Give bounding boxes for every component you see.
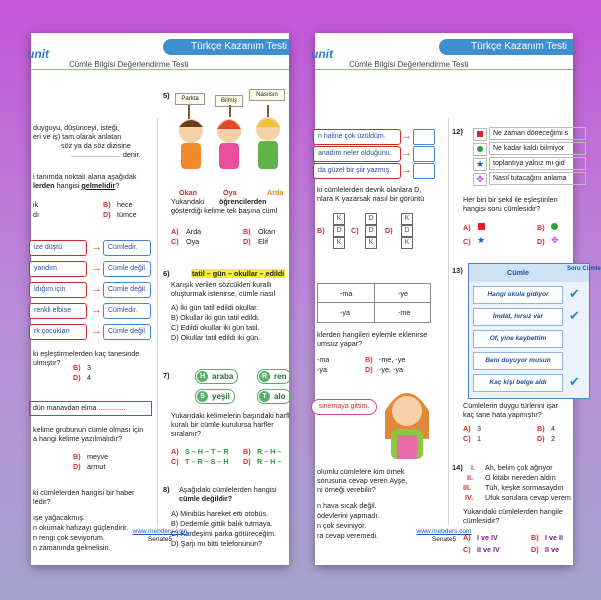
- check-icon: ✔: [569, 308, 580, 323]
- option-text: n zamanında gelmelisin.: [33, 543, 111, 552]
- option-text: Okan: [258, 227, 276, 236]
- option-text: n hava sıcak değil.: [317, 501, 377, 510]
- option-text: ik: [33, 200, 39, 209]
- option-text: -ma: [317, 355, 330, 364]
- option-text: S – H – T – R: [185, 447, 229, 456]
- grid-cell: K: [401, 237, 413, 249]
- question-text: hangisi soru cümlesidir?: [463, 204, 541, 213]
- square-icon: [473, 128, 487, 141]
- option-text: ışe yağacakmış.: [33, 513, 85, 522]
- option-text: 1: [477, 434, 481, 443]
- arrow-right-icon: →: [401, 147, 412, 159]
- shape-row: [471, 142, 581, 155]
- footer-link[interactable]: www.mebders.com: [416, 528, 472, 535]
- option-text: dı: [33, 210, 39, 219]
- option-label: A): [463, 424, 471, 433]
- table-row: İmdat, hırsız var: [473, 308, 563, 326]
- arrow-right-icon: →: [401, 164, 412, 176]
- table-row: Hangi okula gidiyor: [473, 286, 563, 304]
- diamond-icon: ✥: [551, 235, 559, 245]
- question-text: ki cümlelerden hangisi bir haber: [33, 488, 135, 497]
- chip-letter: T: [259, 391, 270, 402]
- option-text: R – H –: [257, 447, 282, 456]
- table-row: Kaç kişi belge aldı: [473, 374, 563, 392]
- match-left-item: rk çocukları: [29, 324, 87, 340]
- option-label: B): [317, 226, 325, 235]
- sentence-item: n haline çok üzüldüm.: [313, 129, 401, 145]
- row-text: Nasıl tutacağını anlama: [489, 172, 586, 185]
- option-label: D): [537, 237, 545, 246]
- arrow-right-icon: →: [91, 283, 102, 295]
- option-text: T – R – S – H: [185, 457, 229, 466]
- option-label: D): [73, 373, 81, 382]
- option-text: n okumak hafızayı güçlendirir.: [33, 523, 129, 532]
- option-text: B) Okullar iki gün tatil edildi.: [171, 313, 260, 322]
- question-bold: lerden: [33, 181, 55, 190]
- table-cell: -me: [398, 308, 411, 317]
- header-divider: [31, 69, 289, 70]
- chip-letter: R: [259, 371, 270, 382]
- question-number: 12): [452, 127, 463, 136]
- sign-board: Parkta: [175, 93, 205, 105]
- option-text: hece: [117, 200, 133, 209]
- table-header-cell: Cümle: [507, 268, 529, 277]
- option-label: C): [463, 434, 471, 443]
- diamond-icon: ✥: [473, 173, 487, 186]
- child-name: Oya: [223, 188, 237, 197]
- chip-letter: S: [197, 391, 208, 402]
- arrow-right-icon: →: [91, 262, 102, 274]
- option-label: B): [537, 223, 545, 232]
- question-text: sorusuna cevap veren Ayşe,: [317, 476, 408, 485]
- option-text: -ye, -ya: [379, 365, 403, 374]
- question-text: olumlu cümlelere kim örnek: [317, 467, 405, 476]
- sentence-table: [468, 263, 601, 399]
- child-name: Okan: [179, 188, 197, 197]
- row-text: Ne kadar kaldı bilmiyor: [489, 142, 586, 155]
- option-label: D): [385, 226, 393, 235]
- intro-line: ......................... denir.: [71, 150, 141, 159]
- option-text: 2: [551, 434, 555, 443]
- site-logo: unit: [27, 47, 49, 61]
- grid-cell: K: [365, 237, 377, 249]
- speech-bubble: sinemaya gittim.: [311, 399, 377, 415]
- option-text: ödevlerini yapmadı.: [317, 511, 380, 520]
- option-text: II ve: [545, 545, 559, 554]
- option-label: C): [171, 237, 179, 246]
- arrow-right-icon: →: [91, 241, 102, 253]
- question-text: ki eşleştirmelerden kaç tanesinde: [33, 349, 140, 358]
- option-text: Arda: [186, 227, 202, 236]
- square-icon: [478, 223, 485, 230]
- match-left-item: ize düştü: [29, 240, 87, 256]
- star-icon: ★: [477, 235, 486, 245]
- grid-cell: K: [333, 237, 345, 249]
- question-text: cümle değildir?: [179, 494, 233, 503]
- sign-board: Bilmiş: [215, 95, 243, 107]
- check-icon: ✔: [569, 374, 580, 389]
- question-text: kelime grubunun cümle olması için: [33, 425, 144, 434]
- option-text: I ve IV: [477, 533, 498, 542]
- left-worksheet-page: [27, 33, 290, 565]
- question-number: 14): [452, 463, 463, 472]
- arrow-right-icon: →: [91, 304, 102, 316]
- shape-row: [471, 127, 581, 140]
- option-label: B): [73, 363, 81, 372]
- question-text: i tanımda noktalı alana aşağıdak: [33, 172, 137, 181]
- letter-chip: [257, 369, 291, 384]
- page-header-bar: [163, 39, 289, 55]
- footer-author: Senate5: [431, 536, 457, 543]
- page-footer: [31, 528, 289, 544]
- match-right-item: Cümledir.: [103, 240, 151, 256]
- grid-cell: D: [401, 225, 413, 237]
- match-right-item: Cümle değil.: [103, 282, 151, 298]
- option-text: A) Minibüs hareket etti otobüs.: [171, 509, 269, 518]
- option-text: R – H –: [257, 457, 282, 466]
- footer-link[interactable]: www.mebders.com: [132, 528, 188, 535]
- option-text: D) Şarjı mı bitti telefonunun?: [171, 539, 263, 548]
- question-text: ulmıştır?: [33, 358, 61, 367]
- option-label: B): [243, 447, 251, 456]
- option-label: C): [463, 237, 471, 246]
- roman-numeral: I.: [471, 463, 475, 472]
- option-label: B): [243, 227, 251, 236]
- chip-word: yeşil: [212, 392, 230, 401]
- circle-icon: [473, 143, 487, 156]
- grid-cell: D: [365, 213, 377, 225]
- question-number: 7): [163, 371, 170, 380]
- option-text: Elif: [258, 237, 268, 246]
- column-divider: [448, 118, 449, 525]
- question-text: Aşağıdaki cümlelerden hangisi: [179, 485, 277, 494]
- right-worksheet-page: [311, 33, 601, 565]
- option-text: ra cevap veremedi.: [317, 531, 379, 540]
- question-number: 8): [163, 485, 170, 494]
- answer-box: [413, 129, 435, 145]
- question-number: 13): [452, 266, 463, 275]
- suffix-table: [317, 283, 431, 323]
- chip-word: ren: [274, 372, 287, 381]
- page-header-title: Türkçe Kazanım Testi: [191, 41, 287, 52]
- question-text: [33, 181, 119, 190]
- table-divider: [374, 284, 375, 322]
- option-text: -me, -ye: [379, 355, 406, 364]
- grid-cell: D: [365, 225, 377, 237]
- option-label: C): [463, 545, 471, 554]
- question-text: nlara K yazarsak nasıl bir görüntü: [317, 194, 425, 203]
- answer-box: [413, 146, 435, 162]
- letter-chip: [195, 369, 238, 384]
- option-text: I ve II: [545, 533, 563, 542]
- option-label: D): [365, 365, 373, 374]
- question-text: Karışık verilen sözcükleri kurallı: [171, 280, 272, 289]
- item-text: Tüh, keşke sormasaydın: [485, 483, 564, 492]
- header-divider: [315, 69, 573, 70]
- girl-illustration: [377, 381, 437, 463]
- option-text: II ve IV: [477, 545, 500, 554]
- row-text: Ne zaman döneceğimi s: [489, 127, 586, 140]
- match-right-item: Cümle değil.: [103, 324, 151, 340]
- chip-word: araba: [212, 372, 234, 381]
- grid-cell: D: [333, 225, 345, 237]
- item-text: O kitabı nereden aldın: [485, 473, 556, 482]
- question-text: a hangi kelime yazılmalıdır?: [33, 434, 123, 443]
- match-right-item: Cümledir.: [103, 303, 151, 319]
- item-text: Ufuk sorulara cevap verem: [485, 493, 571, 502]
- roman-numeral: IV.: [465, 493, 474, 502]
- option-label: D): [537, 434, 545, 443]
- circle-icon: [551, 223, 558, 230]
- question-text-part: hangisi: [54, 181, 82, 190]
- item-text: Ah, belim çok ağrıyor: [485, 463, 553, 472]
- intro-line: söz ya da söz dizisine: [61, 141, 131, 150]
- option-text: A) İki gün tatil edildi okullar.: [171, 303, 259, 312]
- question-text: sıralanır?: [171, 429, 201, 438]
- highlighted-words: tatil – gün – okullar – edildi: [192, 269, 285, 278]
- shape-row: [471, 157, 581, 170]
- sentence-item: da güzel bir şiir yazmış.: [313, 163, 401, 179]
- option-label: B): [73, 452, 81, 461]
- option-text: meyve: [87, 452, 109, 461]
- page-footer: [315, 528, 573, 544]
- chip-word: alo: [274, 392, 286, 401]
- sentence-item: anadım neler olduğunu.: [313, 146, 401, 162]
- option-label: D): [103, 210, 111, 219]
- shape-row: [471, 172, 581, 185]
- row-text: toplantıya yalnız mı gid: [489, 157, 586, 170]
- page-header-title: Türkçe Kazanım Testi: [471, 41, 567, 52]
- option-text: Oya: [186, 237, 200, 246]
- match-left-item: ldığım için: [29, 282, 87, 298]
- question-text: umsuz yapar?: [317, 339, 363, 348]
- option-text: C) Edildi okullar iki gün tatil.: [171, 323, 260, 332]
- option-text: 4: [87, 373, 91, 382]
- arrow-right-icon: →: [91, 325, 102, 337]
- page-subtitle: Cümle Bilgisi Değerlendirme Testi: [69, 60, 189, 69]
- question-text: Yukandaki: [171, 197, 205, 206]
- table-row: Of, yine kaybettim: [473, 330, 563, 348]
- option-label: A): [171, 447, 179, 456]
- letter-chip: [257, 389, 291, 404]
- option-label: B): [537, 424, 545, 433]
- question-text: kaç tane hata yapmıştır?: [463, 410, 542, 419]
- sign-board: Nasılsın: [249, 89, 285, 101]
- word-list: [191, 269, 285, 278]
- table-cell: -ma: [340, 289, 353, 298]
- option-label: D): [73, 462, 81, 471]
- arrow-right-icon: →: [401, 130, 412, 142]
- roman-numeral: II.: [467, 473, 473, 482]
- star-icon: ★: [473, 158, 487, 171]
- question-text: cümlesidir?: [463, 516, 500, 525]
- chip-letter: H: [197, 371, 208, 382]
- page-subtitle: Cümle Bilgisi Değerlendirme Testi: [349, 60, 469, 69]
- question-text: oluşturmak istenirse, cümle nasıl: [171, 289, 276, 298]
- table-row: Beni duyuyor musun: [473, 352, 563, 370]
- question-text: gösterdiği kelime tek başına cüml: [171, 206, 278, 215]
- option-label: B): [365, 355, 373, 364]
- table-header-cell: Soru Cümle: [567, 266, 601, 272]
- option-text: n rengi çok seviyorum.: [33, 533, 105, 542]
- site-logo: unit: [311, 47, 333, 61]
- intro-line: duyguyu, düşünceyi, isteği,: [33, 123, 120, 132]
- option-label: D): [243, 237, 251, 246]
- option-text: C) Kardeşimi parka götüreceğim.: [171, 529, 277, 538]
- question-underline: gelmelidir: [81, 181, 116, 190]
- question-text: klerden hangileri eylemle eklenirse: [317, 330, 428, 339]
- grid-cell: K: [401, 213, 413, 225]
- roman-numeral: III.: [463, 483, 471, 492]
- question-text: ni örneği verebilir?: [317, 485, 376, 494]
- fill-in-box: dün manavdan elma ..............: [29, 401, 152, 416]
- question-number: 6): [163, 269, 170, 278]
- page-header-bar: [439, 39, 573, 55]
- question-bold: öğrencilerden: [219, 197, 267, 206]
- option-label: A): [171, 227, 179, 236]
- question-text: kuralı bir cümle kurulursa harfler: [171, 420, 274, 429]
- answer-box: [413, 163, 435, 179]
- option-text: 3: [477, 424, 481, 433]
- option-text: 4: [551, 424, 555, 433]
- option-label: C): [351, 226, 359, 235]
- option-label: A): [463, 223, 471, 232]
- question-text: Yukarıdaki cümlelerden hangile: [463, 507, 563, 516]
- option-text: B) Dedemle gittik balık tutmaya.: [171, 519, 273, 528]
- child-name: Arda: [267, 188, 284, 197]
- option-label: A): [463, 533, 471, 542]
- grid-cell: K: [333, 213, 345, 225]
- option-label: D): [243, 457, 251, 466]
- option-text: 3: [87, 363, 91, 372]
- option-label: B): [531, 533, 539, 542]
- letter-chip: [195, 389, 235, 404]
- question-text: ki cümlelerden devrik olanlara D,: [317, 185, 422, 194]
- table-cell: -ya: [340, 308, 350, 317]
- question-number: 5): [163, 91, 170, 100]
- question-text: Her biri bir şekil ile eşleştirilen: [463, 195, 558, 204]
- footer-author: Senate5: [147, 536, 173, 543]
- match-left-item: renkli elbise: [29, 303, 87, 319]
- match-left-item: yandım: [29, 261, 87, 277]
- option-text: D) Okullar tatil edildi iki gün.: [171, 333, 261, 342]
- intro-line: eri ve iş) tam olarak anlatan: [33, 132, 122, 141]
- option-text: -ya: [317, 365, 327, 374]
- question-text: Yukarıdaki kelimelerin başındaki harfl: [171, 411, 290, 420]
- table-cell: -ye: [398, 289, 408, 298]
- children-illustration: [171, 105, 289, 185]
- option-text: n çok seviniyor.: [317, 521, 367, 530]
- column-divider: [157, 118, 158, 525]
- check-icon: ✔: [569, 286, 580, 301]
- question-text: ledir?: [33, 497, 51, 506]
- option-text: armut: [87, 462, 106, 471]
- question-mark: ?: [115, 181, 120, 190]
- option-label: C): [171, 457, 179, 466]
- option-label: B): [103, 200, 111, 209]
- option-text: tümce: [117, 210, 137, 219]
- option-label: D): [531, 545, 539, 554]
- match-right-item: Cümle değil.: [103, 261, 151, 277]
- question-text: Cümlelerin duygu türlerini işar: [463, 401, 559, 410]
